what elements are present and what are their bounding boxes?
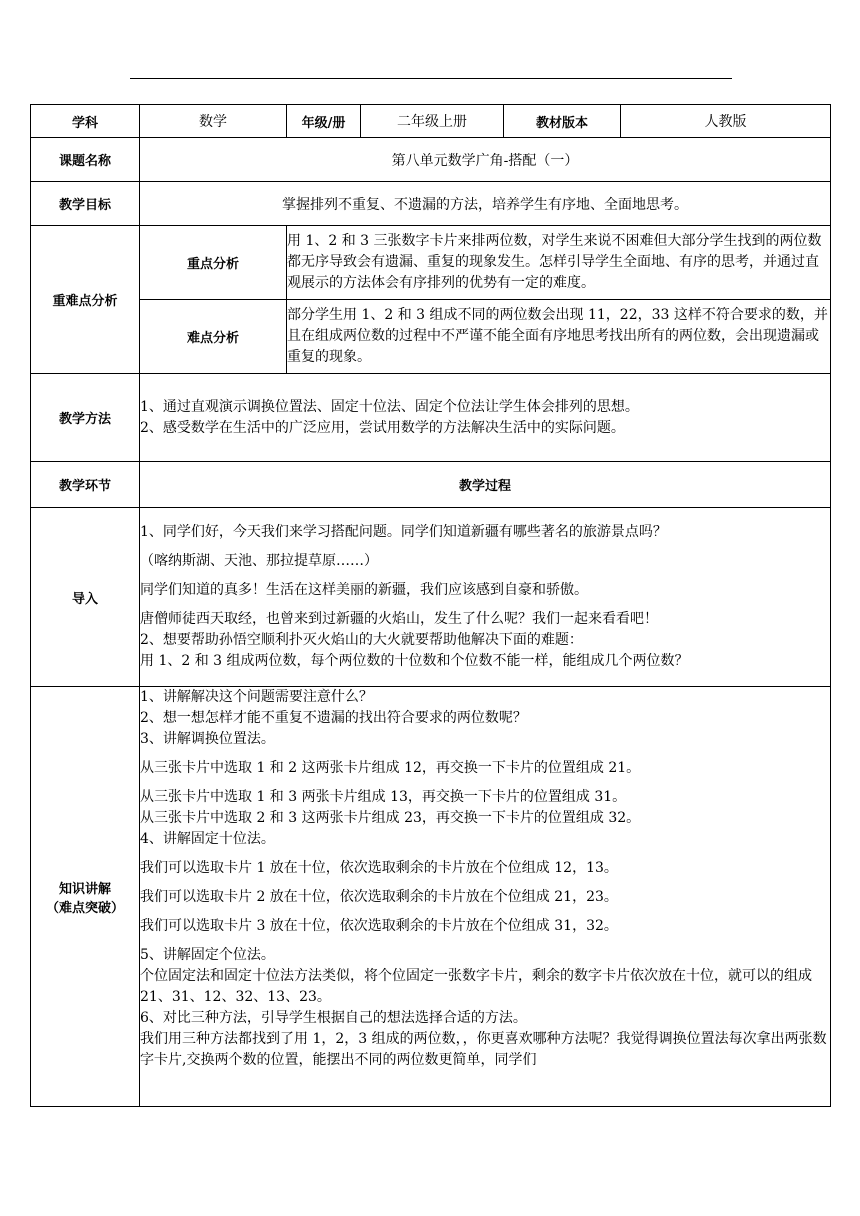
intro-line-5: 2、想要帮助孙悟空顺利扑灭火焰山的大火就要帮助他解决下面的难题： <box>140 632 583 648</box>
knowledge-line-14: 我们用三种方法都找到了用 1，2，3 组成的两位数，，你更喜欢哪种方法呢？我觉得调换位置法每次拿出两张数字卡片,交换两个数的位置，能摆出不同的两位数更简单，同学们 <box>140 1031 827 1068</box>
process-label: 教学过程 <box>140 462 831 508</box>
subject-value: 数学 <box>140 105 287 138</box>
knowledge-line-6: 从三张卡片中选取 2 和 3 这两张卡片组成 23，再交换一下卡片的位置组成 32。 <box>140 810 641 826</box>
key-analysis-text: 用 1、2 和 3 三张数字卡片来排两位数，对学生来说不困难但大部分学生找到的两位数都无序导致会有遗漏、重复的现象发生。怎样引导学生全面地、有序的思考，并通过直观展示的方法体会有序排列的优势有一定的难度。 <box>287 226 831 300</box>
intro-text <box>140 508 831 687</box>
knowledge-line-10: 我们可以选取卡片 3 放在十位，依次选取剩余的卡片放在个位组成 31，32。 <box>140 918 618 934</box>
goal-value: 掌握排列不重复、不遗漏的方法，培养学生有序地、全面地思考。 <box>140 182 831 226</box>
method-line-1: 1、通过直观演示调换位置法、固定十位法、固定个位法让学生体会排列的思想。 <box>140 398 639 415</box>
difficulty-analysis-row <box>31 300 831 374</box>
lesson-plan-table <box>30 104 831 1107</box>
knowledge-line-2: 2、想一想怎样才能不重复不遗漏的找出符合要求的两位数呢？ <box>140 710 527 726</box>
grade-label: 年级/册 <box>287 105 361 138</box>
topic-label: 课题名称 <box>31 138 140 182</box>
intro-line-2: （喀纳斯湖、天池、那拉提草原……） <box>140 553 378 569</box>
analysis-label: 重难点分析 <box>31 226 140 374</box>
subject-label: 学科 <box>31 105 140 138</box>
knowledge-line-9: 我们可以选取卡片 2 放在十位，依次选取剩余的卡片放在个位组成 21，23。 <box>140 889 618 905</box>
knowledge-line-3: 3、讲解调换位置法。 <box>140 731 275 747</box>
process-header-row <box>31 462 831 508</box>
knowledge-line-8: 我们可以选取卡片 1 放在十位，依次选取剩余的卡片放在个位组成 12，13。 <box>140 860 618 876</box>
edition-label: 教材版本 <box>504 105 621 138</box>
goal-row <box>31 182 831 226</box>
key-analysis-row <box>31 226 831 300</box>
top-rule <box>130 78 732 79</box>
difficulty-analysis-text: 部分学生用 1、2 和 3 组成不同的两位数会出现 11，22，33 这样不符合要求的数，并且在组成两位数的过程中不严谨不能全面有序地思考找出所有的两位数，会出现遗漏或重复的现象。 <box>287 300 831 374</box>
intro-row <box>31 508 831 687</box>
knowledge-label-line-1: 知识讲解 <box>58 881 111 897</box>
stage-label: 教学环节 <box>31 462 140 508</box>
intro-line-4: 唐僧师徒西天取经，也曾来到过新疆的火焰山，发生了什么呢？我们一起来看看吧！ <box>140 611 658 627</box>
knowledge-line-13: 6、对比三种方法，引导学生根据自己的想法选择合适的方法。 <box>140 1010 527 1026</box>
method-label: 教学方法 <box>31 374 140 462</box>
topic-value: 第八单元数学广角-搭配（一） <box>140 138 831 182</box>
grade-value: 二年级上册 <box>361 105 504 138</box>
intro-label: 导入 <box>31 508 140 687</box>
knowledge-line-4: 从三张卡片中选取 1 和 2 这两张卡片组成 12，再交换一下卡片的位置组成 21。 <box>140 760 641 776</box>
knowledge-line-7: 4、讲解固定十位法。 <box>140 831 275 847</box>
intro-line-6: 用 1、2 和 3 组成两位数，每个两位数的十位数和个位数不能一样，能组成几个两位数？ <box>140 653 689 669</box>
knowledge-text <box>140 687 831 1107</box>
difficulty-analysis-label: 难点分析 <box>140 300 287 374</box>
method-text <box>140 374 831 462</box>
header-row <box>31 105 831 138</box>
intro-line-3: 同学们知道的真多！生活在这样美丽的新疆，我们应该感到自豪和骄傲。 <box>140 582 588 598</box>
knowledge-line-1: 1、讲解解决这个问题需要注意什么？ <box>140 689 373 705</box>
method-line-2: 2、感受数学在生活中的广泛应用，尝试用数学的方法解决生活中的实际问题。 <box>140 419 625 436</box>
knowledge-label <box>31 687 140 1107</box>
knowledge-row <box>31 687 831 1107</box>
knowledge-line-11: 5、讲解固定个位法。 <box>140 947 275 963</box>
edition-value: 人教版 <box>621 105 831 138</box>
key-analysis-label: 重点分析 <box>140 226 287 300</box>
method-row <box>31 374 831 462</box>
goal-label: 教学目标 <box>31 182 140 226</box>
topic-row <box>31 138 831 182</box>
knowledge-line-12: 个位固定法和固定十位法方法类似，将个位固定一张数字卡片，剩余的数字卡片依次放在十位，就可以的组成 21、31、12、32、13、23。 <box>140 968 812 1005</box>
knowledge-line-5: 从三张卡片中选取 1 和 3 两张卡片组成 13，再交换一下卡片的位置组成 31。 <box>140 789 627 805</box>
knowledge-label-line-2: （难点突破） <box>45 900 124 916</box>
intro-line-1: 1、同学们好，今天我们来学习搭配问题。同学们知道新疆有哪些著名的旅游景点吗？ <box>140 524 667 540</box>
